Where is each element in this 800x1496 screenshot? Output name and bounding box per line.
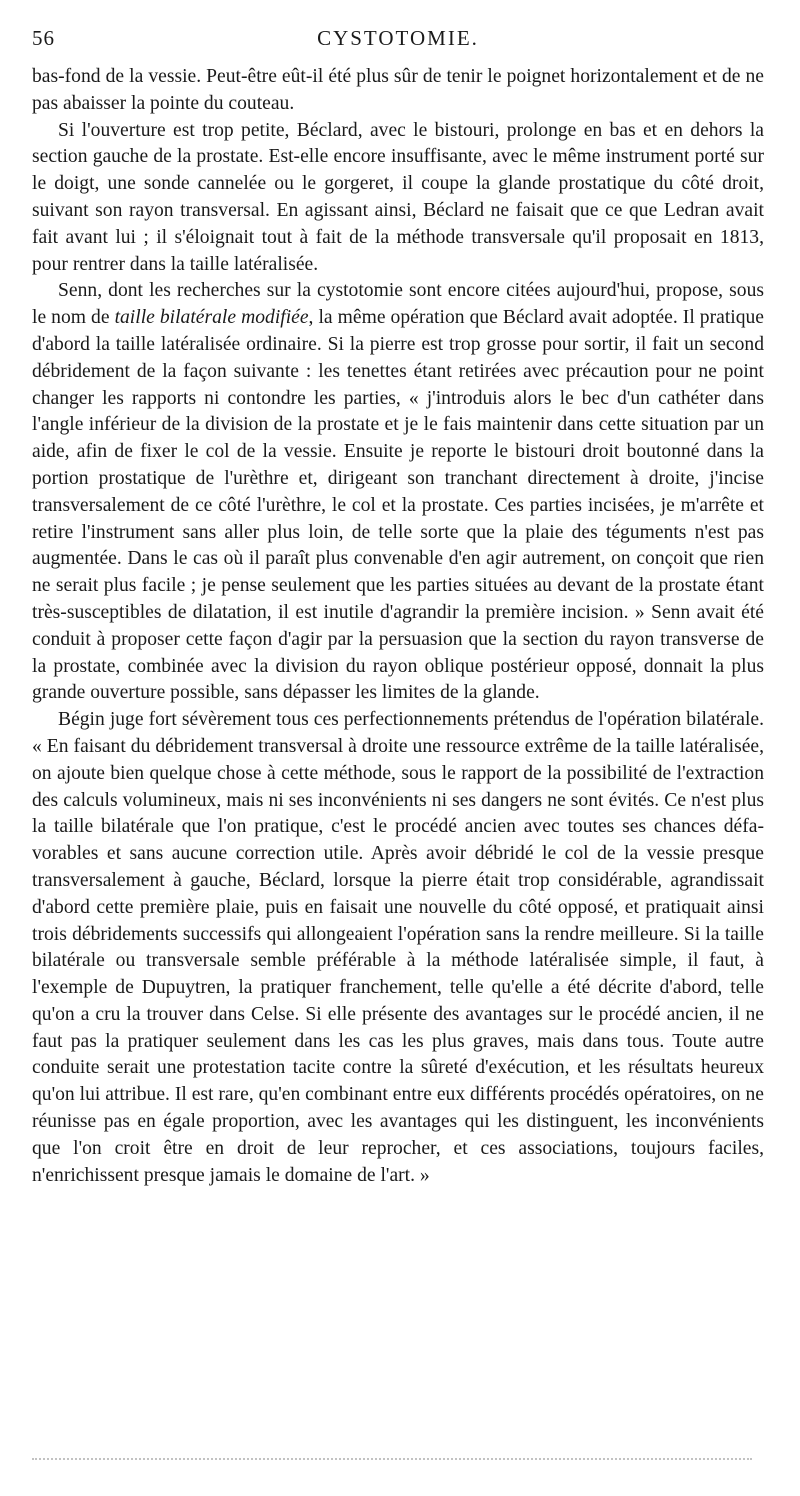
paragraph-beclard: Si l'ouverture est trop petite, Béclard, avec le bistouri, prolonge en bas et en dehors la section gauche de la prostate. Est-elle encore insuffisante, avec le même instrument porté sur le doigt, une sonde cannelée ou le gorgeret, il coupe la glande prostatique du côté droit, suivant son rayon transversal. En agissant ainsi, Béclard ne faisait que ce que Ledran avait fait avant lui ; il s'éloignait tout à fait de la méthode transversale qu'il proposait en 1813, pour rentrer dans la taille latéralisée.	[32, 119, 764, 275]
footer-rule	[32, 1458, 752, 1460]
paragraph-senn-italic-term: taille bilatérale modifiée	[114, 307, 309, 329]
paragraph-begin: Bégin juge fort sévèrement tous ces perfectionnements prétendus de l'opération bilatérale. « En faisant du débridement transversal à droite une ressource extrême de la taille latéralisée, on ajoute bien quelque chose à cette méthode, sous le rapport de la possibilité de l'extraction des calculs volumineux, mais ni ses inconvénients ni ses dangers ne sont évités. Ce n'est plus la taille bilatérale que l'on pratique, c'est le procédé ancien avec toutes ses chances défavorables et sans aucune correction utile. Après avoir débridé le col de la vessie presque transversalement à gauche, Béclard, lorsque la pierre était trop considérable, agrandissait d'abord cette première plaie, puis en faisait une nouvelle du côté opposé, et pratiquait ainsi trois débridements successifs qui allongeaient l'opération sans la rendre meilleure. Si la taille bilatérale ou transversale semble préférable à la méthode latéralisée simple, il faut, à l'exemple de Dupuytren, la pratiquer franchement, telle qu'elle a été décrite d'abord, telle qu'on a cru la trouver dans Celse. Si elle présente des avantages sur le procédé ancien, il ne faut pas la pratiquer seulement dans les cas les plus graves, mais dans tous. Toute autre conduite serait une protestation tacite contre la sûreté d'exécution, et les résultats heureux qu'on lui attribue. Il est rare, qu'en combinant entre eux différents procédés opératoires, on ne réunisse pas en égale proportion, avec les avantages qui les distinguent, les inconvénients que l'on croit être en droit de leur reprocher, et ces associations, toujours faciles, n'enrichissent presque jamais le domaine de l'art. »	[32, 709, 764, 1186]
book-page	[32, 26, 764, 1189]
body-text	[32, 64, 764, 1189]
paragraph-senn-text-before: Senn, dont les recherches sur la cystotomie sont encore citées aujourd'hui, propose, sous le nom de	[32, 280, 764, 329]
paragraph-senn-text-after: , la même opération que Béclard avait adoptée. Il pratique d'abord la taille latéralisée ordinaire. Si la pierre est trop grosse pour sortir, il fait un second débridement de la façon suivante : les tenettes étant retirées avec précaution pour ne point changer les rapports ni contondre les parties, « j'introduis alors le bec d'un cathéter dans l'angle inférieur de la division de la prostate et je le fais maintenir dans cette situation par un aide, afin de fixer le col de la vessie. Ensuite je reporte le bistouri droit boutonné dans la portion prostatique de l'urèthre et, dirigeant son tranchant directement à droite, j'incise transversalement de ce côté l'urèthre, le col et la prostate. Ces parties incisées, je m'arrête et retire l'instrument sans aller plus loin, de telle sorte que la plaie des téguments n'est pas augmentée. Dans le cas où il paraît plus convenable d'en agir autrement, on conçoit que rien ne serait plus facile ; je pense seulement que les parties situées au devant de la prostate étant très-susceptibles de dilatation, il est inutile d'agrandir la première incision. » Senn avait été conduit à proposer cette façon d'agir par la persuasion que la section du rayon transverse de la prostate, combinée avec la division du rayon oblique postérieur opposé, donnait la plus grande ouverture possible, sans dépasser les limites de la glande.	[32, 307, 764, 704]
running-head	[32, 26, 764, 54]
running-title: CYSTOTOMIE.	[317, 26, 479, 50]
page-number: 56	[32, 26, 55, 50]
paragraph-senn	[32, 278, 764, 707]
paragraph-continuation: bas-fond de la vessie. Peut-être eût-il été plus sûr de tenir le poignet horizontalement et de ne pas abaisser la pointe du couteau.	[32, 66, 764, 114]
